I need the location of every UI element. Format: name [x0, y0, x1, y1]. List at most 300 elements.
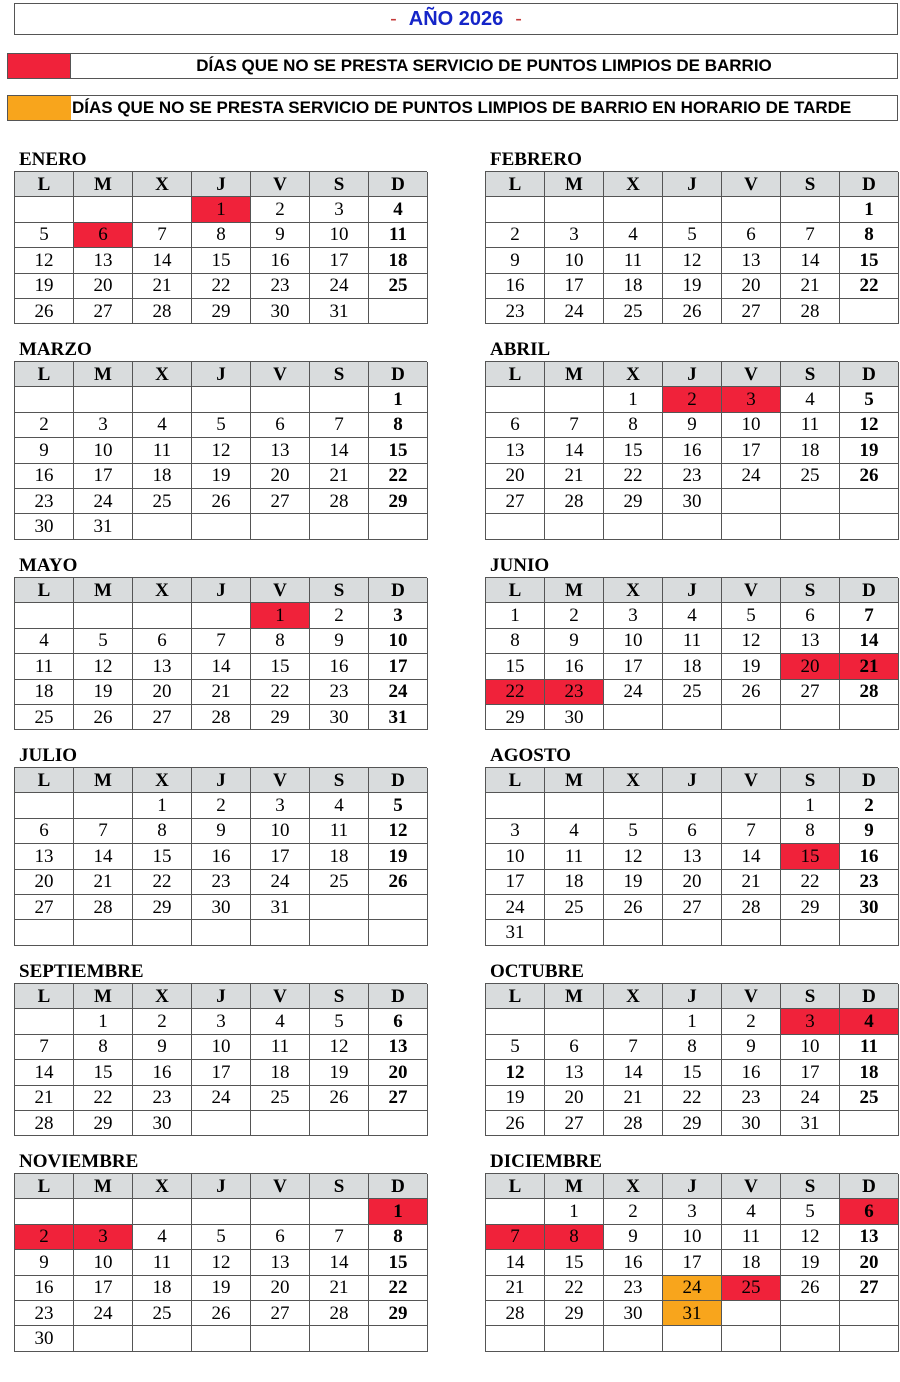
weekday-header: J: [192, 984, 251, 1009]
day-cell: 25: [251, 1086, 310, 1111]
month-name: ABRIL: [490, 339, 551, 360]
legend-no-service: [7, 53, 898, 79]
day-cell: 21: [722, 870, 781, 895]
empty-cell: [192, 1199, 251, 1224]
day-cell: 26: [310, 1086, 369, 1111]
day-cell: 27: [251, 489, 310, 514]
year-title: AÑO 2026: [408, 7, 504, 30]
day-cell: 27: [663, 895, 722, 920]
weekday-header: X: [604, 578, 663, 603]
empty-cell: [192, 1326, 251, 1351]
day-cell: 1: [840, 197, 899, 222]
day-cell: 9: [251, 223, 310, 248]
day-cell: 30: [722, 1111, 781, 1136]
day-cell: 3: [663, 1199, 722, 1224]
day-cell: 5: [840, 387, 899, 412]
empty-cell: [840, 299, 899, 324]
day-cell: 20: [663, 870, 722, 895]
day-cell: 16: [840, 844, 899, 869]
day-cell: 12: [663, 248, 722, 273]
day-cell: 25: [133, 1301, 192, 1326]
month-marzo: [14, 339, 427, 540]
weekday-header: X: [133, 1174, 192, 1199]
title-dash-left: -: [390, 7, 397, 30]
day-cell: 21: [781, 274, 840, 299]
day-cell: 1: [192, 197, 251, 222]
day-cell: 13: [15, 844, 74, 869]
weekday-header: V: [251, 172, 310, 197]
day-cell: 26: [663, 299, 722, 324]
empty-cell: [840, 489, 899, 514]
weekday-header: S: [781, 172, 840, 197]
day-cell: 3: [192, 1009, 251, 1034]
weekday-header: J: [663, 578, 722, 603]
empty-cell: [486, 197, 545, 222]
empty-cell: [310, 514, 369, 539]
day-cell: 19: [192, 464, 251, 489]
day-cell: 23: [604, 1276, 663, 1301]
day-cell: 12: [722, 629, 781, 654]
day-cell: 22: [133, 870, 192, 895]
day-cell: 11: [545, 844, 604, 869]
day-cell: 19: [15, 274, 74, 299]
legend-no-afternoon-service-text: DÍAS QUE NO SE PRESTA SERVICIO DE PUNTOS LIMPIOS DE BARRIO EN HORARIO DE TARDE: [72, 98, 852, 117]
day-cell: 22: [840, 274, 899, 299]
empty-cell: [486, 514, 545, 539]
day-cell: 20: [369, 1060, 428, 1085]
day-cell: 14: [486, 1250, 545, 1275]
empty-cell: [663, 705, 722, 730]
day-cell: 2: [251, 197, 310, 222]
day-cell: 18: [251, 1060, 310, 1085]
day-cell: 27: [781, 680, 840, 705]
day-cell: 21: [15, 1086, 74, 1111]
day-cell: 23: [545, 680, 604, 705]
day-cell: 12: [781, 1225, 840, 1250]
day-cell: 1: [604, 387, 663, 412]
day-cell: 23: [15, 1301, 74, 1326]
day-cell: 8: [663, 1035, 722, 1060]
month-grid: [485, 171, 898, 324]
day-cell: 2: [310, 603, 369, 628]
weekday-header: S: [310, 172, 369, 197]
day-cell: 10: [722, 413, 781, 438]
day-cell: 25: [604, 299, 663, 324]
day-cell: 25: [369, 274, 428, 299]
day-cell: 26: [369, 870, 428, 895]
weekday-header: L: [15, 984, 74, 1009]
day-cell: 7: [486, 1225, 545, 1250]
day-cell: 16: [15, 1276, 74, 1301]
month-octubre: [485, 961, 898, 1136]
day-cell: 5: [310, 1009, 369, 1034]
day-cell: 18: [840, 1060, 899, 1085]
empty-cell: [133, 920, 192, 945]
day-cell: 22: [545, 1276, 604, 1301]
day-cell: 16: [310, 654, 369, 679]
day-cell: 13: [781, 629, 840, 654]
day-cell: 15: [781, 844, 840, 869]
day-cell: 7: [310, 1225, 369, 1250]
day-cell: 12: [15, 248, 74, 273]
empty-cell: [369, 920, 428, 945]
day-cell: 23: [840, 870, 899, 895]
day-cell: 4: [133, 413, 192, 438]
day-cell: 29: [192, 299, 251, 324]
day-cell: 22: [369, 1276, 428, 1301]
day-cell: 27: [15, 895, 74, 920]
empty-cell: [15, 920, 74, 945]
weekday-header: M: [74, 984, 133, 1009]
day-cell: 21: [192, 680, 251, 705]
legend-no-service-text: DÍAS QUE NO SE PRESTA SERVICIO DE PUNTOS LIMPIOS DE BARRIO: [196, 56, 772, 75]
weekday-header: M: [545, 362, 604, 387]
day-cell: 4: [545, 819, 604, 844]
day-cell: 28: [192, 705, 251, 730]
day-cell: 6: [781, 603, 840, 628]
day-cell: 22: [604, 464, 663, 489]
day-cell: 13: [840, 1225, 899, 1250]
weekday-header: S: [310, 362, 369, 387]
month-septiembre: [14, 961, 427, 1136]
day-cell: 18: [663, 654, 722, 679]
weekday-header: S: [781, 362, 840, 387]
day-cell: 26: [15, 299, 74, 324]
weekday-header: D: [840, 578, 899, 603]
day-cell: 28: [545, 489, 604, 514]
day-cell: 10: [310, 223, 369, 248]
day-cell: 27: [722, 299, 781, 324]
day-cell: 4: [663, 603, 722, 628]
day-cell: 7: [192, 629, 251, 654]
day-cell: 17: [310, 248, 369, 273]
weekday-header: M: [545, 984, 604, 1009]
day-cell: 31: [663, 1301, 722, 1326]
day-cell: 12: [74, 654, 133, 679]
empty-cell: [722, 197, 781, 222]
weekday-header: J: [192, 362, 251, 387]
day-cell: 16: [133, 1060, 192, 1085]
day-cell: 12: [192, 1250, 251, 1275]
month-name: NOVIEMBRE: [19, 1151, 139, 1172]
day-cell: 4: [722, 1199, 781, 1224]
month-noviembre: [14, 1151, 427, 1352]
day-cell: 29: [251, 705, 310, 730]
day-cell: 17: [486, 870, 545, 895]
day-cell: 6: [663, 819, 722, 844]
day-cell: 24: [663, 1276, 722, 1301]
weekday-header: D: [369, 984, 428, 1009]
month-grid: [14, 361, 427, 540]
day-cell: 5: [192, 413, 251, 438]
day-cell: 30: [15, 514, 74, 539]
day-cell: 21: [604, 1086, 663, 1111]
day-cell: 3: [781, 1009, 840, 1034]
day-cell: 25: [545, 895, 604, 920]
weekday-header: L: [486, 578, 545, 603]
day-cell: 31: [369, 705, 428, 730]
day-cell: 10: [369, 629, 428, 654]
day-cell: 29: [369, 489, 428, 514]
empty-cell: [840, 1326, 899, 1351]
day-cell: 4: [251, 1009, 310, 1034]
month-name: MAYO: [19, 555, 78, 576]
weekday-header: V: [722, 172, 781, 197]
day-cell: 7: [840, 603, 899, 628]
day-cell: 25: [310, 870, 369, 895]
day-cell: 12: [310, 1035, 369, 1060]
day-cell: 9: [133, 1035, 192, 1060]
weekday-header: L: [15, 172, 74, 197]
empty-cell: [15, 1199, 74, 1224]
empty-cell: [545, 1326, 604, 1351]
day-cell: 9: [15, 438, 74, 463]
empty-cell: [781, 489, 840, 514]
day-cell: 3: [310, 197, 369, 222]
day-cell: 24: [74, 1301, 133, 1326]
day-cell: 8: [74, 1035, 133, 1060]
day-cell: 19: [722, 654, 781, 679]
day-cell: 20: [781, 654, 840, 679]
day-cell: 3: [369, 603, 428, 628]
day-cell: 3: [251, 793, 310, 818]
month-name: JULIO: [19, 745, 78, 766]
day-cell: 19: [781, 1250, 840, 1275]
day-cell: 24: [310, 274, 369, 299]
empty-cell: [840, 920, 899, 945]
empty-cell: [310, 895, 369, 920]
day-cell: 22: [192, 274, 251, 299]
day-cell: 9: [663, 413, 722, 438]
month-grid: [485, 1173, 898, 1352]
day-cell: 2: [192, 793, 251, 818]
empty-cell: [604, 705, 663, 730]
day-cell: 29: [604, 489, 663, 514]
day-cell: 20: [15, 870, 74, 895]
day-cell: 2: [486, 223, 545, 248]
day-cell: 8: [840, 223, 899, 248]
empty-cell: [74, 197, 133, 222]
weekday-header: X: [133, 578, 192, 603]
day-cell: 17: [663, 1250, 722, 1275]
month-name: DICIEMBRE: [490, 1151, 602, 1172]
empty-cell: [545, 387, 604, 412]
day-cell: 11: [781, 413, 840, 438]
day-cell: 29: [369, 1301, 428, 1326]
day-cell: 20: [545, 1086, 604, 1111]
day-cell: 16: [604, 1250, 663, 1275]
day-cell: 20: [74, 274, 133, 299]
weekday-header: D: [369, 578, 428, 603]
weekday-header: J: [663, 768, 722, 793]
day-cell: 20: [251, 1276, 310, 1301]
day-cell: 7: [604, 1035, 663, 1060]
legend-orange-swatch: [8, 96, 71, 120]
day-cell: 22: [369, 464, 428, 489]
day-cell: 21: [840, 654, 899, 679]
day-cell: 31: [251, 895, 310, 920]
weekday-header: M: [545, 172, 604, 197]
day-cell: 24: [74, 489, 133, 514]
day-cell: 10: [781, 1035, 840, 1060]
weekday-header: L: [486, 172, 545, 197]
day-cell: 21: [310, 1276, 369, 1301]
day-cell: 14: [310, 438, 369, 463]
month-julio: [14, 745, 427, 946]
day-cell: 4: [15, 629, 74, 654]
day-cell: 19: [604, 870, 663, 895]
day-cell: 15: [251, 654, 310, 679]
empty-cell: [251, 1326, 310, 1351]
empty-cell: [369, 1111, 428, 1136]
weekday-header: L: [486, 768, 545, 793]
day-cell: 19: [310, 1060, 369, 1085]
empty-cell: [74, 1326, 133, 1351]
day-cell: 7: [15, 1035, 74, 1060]
weekday-header: M: [74, 768, 133, 793]
day-cell: 10: [604, 629, 663, 654]
weekday-header: X: [133, 984, 192, 1009]
empty-cell: [722, 514, 781, 539]
day-cell: 31: [781, 1111, 840, 1136]
day-cell: 1: [781, 793, 840, 818]
day-cell: 27: [840, 1276, 899, 1301]
day-cell: 14: [604, 1060, 663, 1085]
day-cell: 23: [15, 489, 74, 514]
empty-cell: [15, 793, 74, 818]
day-cell: 9: [486, 248, 545, 273]
empty-cell: [192, 1111, 251, 1136]
month-grid: [485, 361, 898, 540]
day-cell: 15: [486, 654, 545, 679]
day-cell: 6: [369, 1009, 428, 1034]
day-cell: 2: [604, 1199, 663, 1224]
day-cell: 17: [74, 464, 133, 489]
day-cell: 28: [310, 489, 369, 514]
day-cell: 9: [840, 819, 899, 844]
day-cell: 8: [545, 1225, 604, 1250]
day-cell: 18: [545, 870, 604, 895]
day-cell: 4: [840, 1009, 899, 1034]
day-cell: 11: [15, 654, 74, 679]
day-cell: 28: [74, 895, 133, 920]
day-cell: 12: [192, 438, 251, 463]
day-cell: 2: [840, 793, 899, 818]
day-cell: 24: [545, 299, 604, 324]
empty-cell: [722, 793, 781, 818]
day-cell: 30: [545, 705, 604, 730]
weekday-header: J: [663, 984, 722, 1009]
weekday-header: D: [840, 984, 899, 1009]
day-cell: 30: [310, 705, 369, 730]
day-cell: 10: [663, 1225, 722, 1250]
weekday-header: L: [15, 578, 74, 603]
day-cell: 14: [15, 1060, 74, 1085]
day-cell: 27: [251, 1301, 310, 1326]
day-cell: 31: [310, 299, 369, 324]
empty-cell: [545, 197, 604, 222]
day-cell: 25: [15, 705, 74, 730]
day-cell: 9: [722, 1035, 781, 1060]
day-cell: 5: [192, 1225, 251, 1250]
day-cell: 8: [251, 629, 310, 654]
day-cell: 14: [192, 654, 251, 679]
day-cell: 12: [369, 819, 428, 844]
weekday-header: D: [840, 172, 899, 197]
day-cell: 6: [486, 413, 545, 438]
weekday-header: X: [604, 768, 663, 793]
empty-cell: [369, 895, 428, 920]
day-cell: 13: [369, 1035, 428, 1060]
day-cell: 23: [663, 464, 722, 489]
day-cell: 16: [251, 248, 310, 273]
empty-cell: [663, 514, 722, 539]
month-grid: [14, 983, 427, 1136]
day-cell: 5: [663, 223, 722, 248]
day-cell: 28: [840, 680, 899, 705]
weekday-header: M: [74, 1174, 133, 1199]
day-cell: 27: [133, 705, 192, 730]
weekday-header: D: [369, 768, 428, 793]
day-cell: 6: [545, 1035, 604, 1060]
day-cell: 1: [545, 1199, 604, 1224]
empty-cell: [486, 1326, 545, 1351]
empty-cell: [781, 1326, 840, 1351]
month-name: SEPTIEMBRE: [19, 961, 144, 982]
day-cell: 25: [722, 1276, 781, 1301]
day-cell: 4: [781, 387, 840, 412]
day-cell: 9: [310, 629, 369, 654]
day-cell: 28: [781, 299, 840, 324]
day-cell: 28: [722, 895, 781, 920]
day-cell: 13: [486, 438, 545, 463]
month-grid: [485, 577, 898, 730]
month-grid: [14, 171, 427, 324]
empty-cell: [781, 705, 840, 730]
empty-cell: [840, 1301, 899, 1326]
weekday-header: V: [251, 984, 310, 1009]
day-cell: 10: [74, 1250, 133, 1275]
weekday-header: J: [192, 172, 251, 197]
month-name: AGOSTO: [490, 745, 571, 766]
day-cell: 18: [604, 274, 663, 299]
day-cell: 1: [74, 1009, 133, 1034]
day-cell: 13: [74, 248, 133, 273]
day-cell: 2: [722, 1009, 781, 1034]
day-cell: 1: [486, 603, 545, 628]
weekday-header: S: [310, 984, 369, 1009]
day-cell: 14: [781, 248, 840, 273]
empty-cell: [781, 1301, 840, 1326]
day-cell: 5: [486, 1035, 545, 1060]
day-cell: 29: [133, 895, 192, 920]
day-cell: 17: [74, 1276, 133, 1301]
empty-cell: [15, 197, 74, 222]
empty-cell: [604, 793, 663, 818]
empty-cell: [15, 1009, 74, 1034]
day-cell: 11: [133, 1250, 192, 1275]
day-cell: 26: [604, 895, 663, 920]
empty-cell: [545, 514, 604, 539]
day-cell: 24: [251, 870, 310, 895]
day-cell: 4: [310, 793, 369, 818]
day-cell: 13: [251, 1250, 310, 1275]
day-cell: 23: [192, 870, 251, 895]
empty-cell: [192, 514, 251, 539]
day-cell: 18: [133, 1276, 192, 1301]
day-cell: 18: [310, 844, 369, 869]
day-cell: 25: [133, 489, 192, 514]
